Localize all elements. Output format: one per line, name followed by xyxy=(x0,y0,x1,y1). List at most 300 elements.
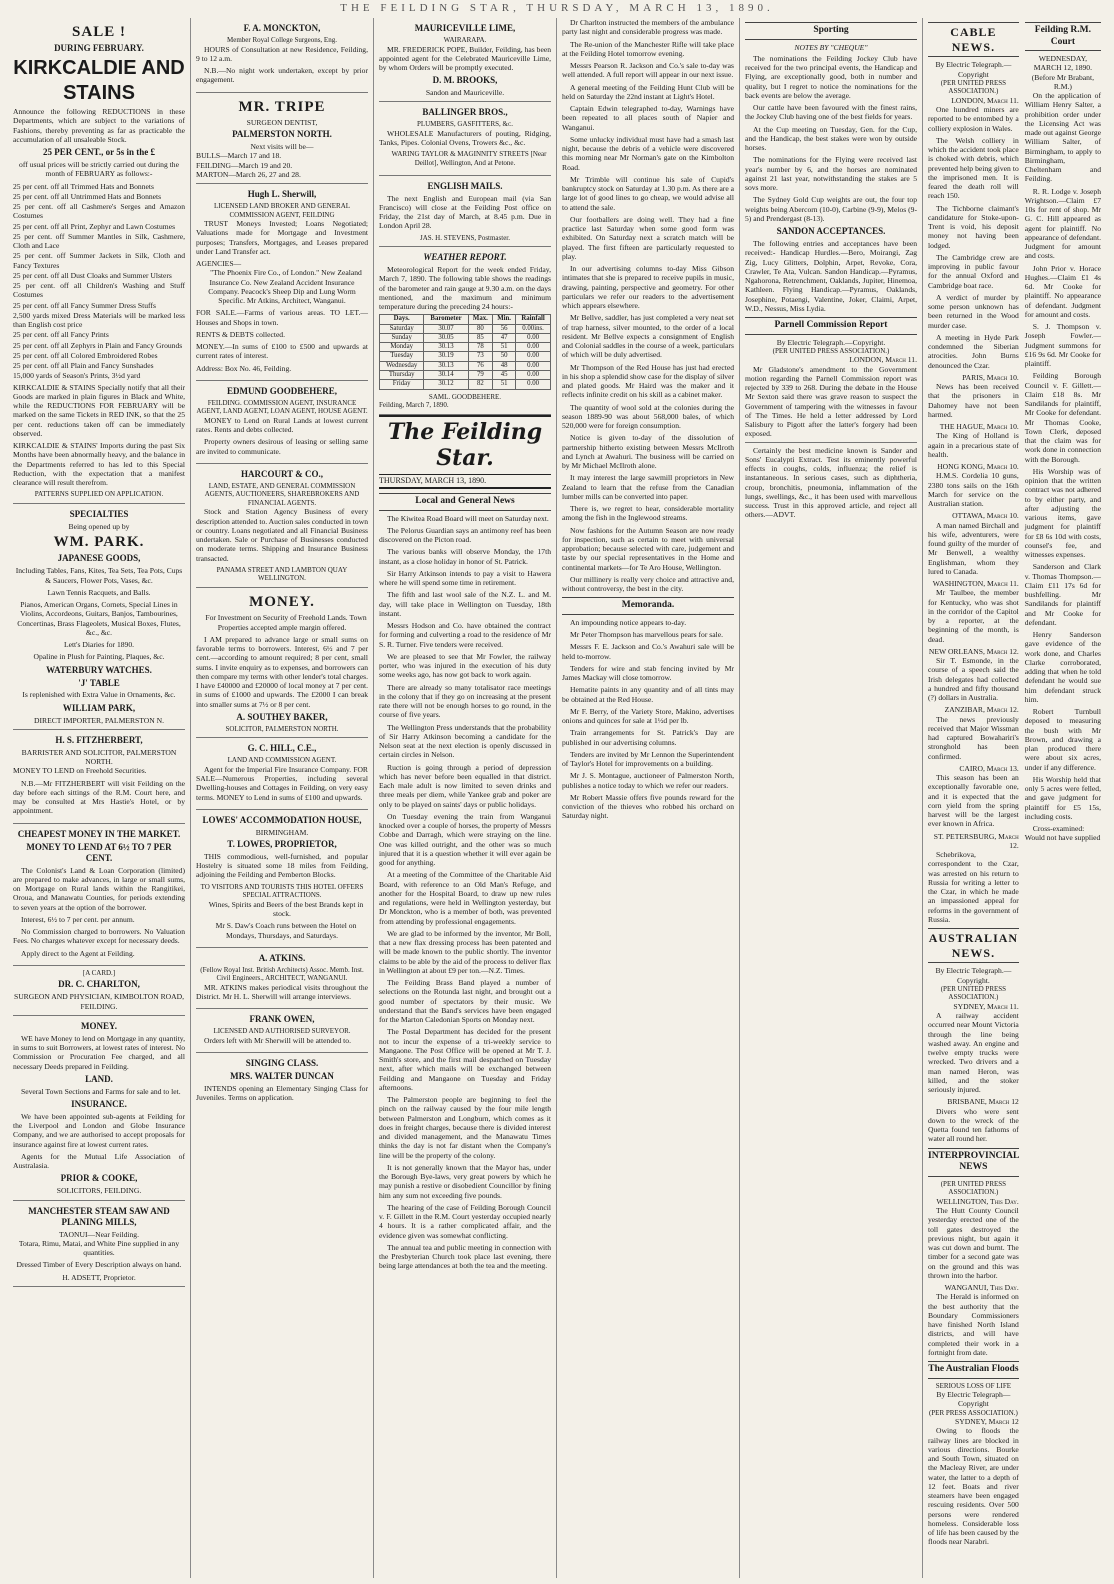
memo-paragraph: Mr F. Berry, of the Variety Store, Makino, advertises onions and quinces for sale at 1½d per lb. xyxy=(562,706,734,726)
news-paragraph: Messrs Hodson and Co. have obtained the contract for forming and culverting a road to the residence of Mr S. R. Turner. Five tenders were received. xyxy=(379,621,551,649)
advertisement-text: Certainly the best medicine known is Sander and Sons' Eucalypti Extract. Test its eminently powerful effects in coughs, colds, influenza; the relief is instantaneous. In serious cases, such as diphtheria, croup, bronchitis, pneumonia, inflammation of the lungs, swellings, &c., it has been used with marvellous success. Trust in this approved article, and reject all others.—ADVT. xyxy=(745,445,917,520)
table-cell: Thursday xyxy=(380,370,424,379)
mill-location: TAONUI—Near Feilding. xyxy=(59,1229,139,1239)
card-label: [A CARD.] xyxy=(82,968,116,977)
cable-item: The Welsh colliery in which the accident took place is choked with debris, which prevented help being given to the imprisoned men. It is feared the death roll will reach 150. xyxy=(928,135,1019,201)
lowes-ad xyxy=(196,810,368,948)
court-before: (Before Mr Brabant, R.M.) xyxy=(1031,72,1094,91)
monckton-nb: N.B.—No night work undertaken, except by prior engagement. xyxy=(196,66,368,85)
ballinger-address: WARING TAYLOR & MAGINNITY STREETS [Near Deillot], Wellington, And at Petone. xyxy=(391,150,547,167)
table-cell: Monday xyxy=(380,343,424,352)
money2-text: For Investment on Security of Freehold Lands. Town Properties accepted ample margin offered. xyxy=(205,613,367,632)
kirkcaldie-sale-ad xyxy=(13,18,185,504)
tripe-marton: MARTON—March 26, 27 and 28. xyxy=(196,169,301,179)
park-ad xyxy=(13,504,185,730)
mill-heading: MANCHESTER STEAM SAW AND PLANING MILLS, xyxy=(28,1205,170,1227)
cable-item: Schebrikova, correspondent to the Czar, was arrested on his return to Russia for writing a letter to the Czar, in which he made an impassioned appeal for reforms in the government of Russia. xyxy=(928,850,1019,924)
news-paragraph: The Re-union of the Manchester Rifle will take place at the Feilding Hotel tomorrow evening. xyxy=(562,39,734,58)
table-cell: 0.00ins. xyxy=(516,324,551,333)
baker-text: I AM prepared to advance large or small sums on favorable terms to borrowers. Interest, 6½ and 7 per cent.—according to amount required; 8 per cent, small sums. I invite enquiry as to expenses, and borrowers can then compare my terms with other lender's total charges. I have £40000 and £20000 of local money at 7 per cent. in sums of £1000 and upwards. The £2000 I can break into smaller sums at 7½ or 8 per cent. xyxy=(196,634,368,709)
floods-assoc: (PER PRESS ASSOCIATION.) xyxy=(928,1408,1018,1417)
harcourt-role: LAND, ESTATE, AND GENERAL COMMISSION AGENTS, AUCTIONEERS, SHAREBROKERS AND FINANCIAL AGENTS. xyxy=(204,481,360,507)
cable-dateline: PARIS, March 10. xyxy=(962,372,1019,382)
hill-role: LAND AND COMMISSION AGENT. xyxy=(227,756,337,765)
tripe-town: PALMERSTON NORTH. xyxy=(232,129,332,140)
table-cell: 30.05 xyxy=(424,333,468,342)
cable-dateline: NEW ORLEANS, March 12. xyxy=(928,646,1019,656)
weather-table xyxy=(379,314,551,389)
brooks-name: D. M. BROOKS, xyxy=(432,75,498,86)
news-paragraph: The Palmerston people are beginning to feel the pinch on the railway caused by the four mile length between Palmerston and Longburn, which comes as it does in freight charges, because there is divided interest and divided management, and the Manawatu Times thinks the day is not far distant when the Company's line will be the property of the colony. xyxy=(379,1095,551,1160)
atkins-role: (Fellow Royal Inst. British Architects) Assoc. Memb. Inst. Civil Engineers., ARCHITECT, WANGANUI. xyxy=(200,965,364,983)
prior-cooke-ad xyxy=(13,1016,185,1201)
cable-dateline: ST. PETERSBURG, March 12. xyxy=(933,831,1019,850)
court-paragraph: His Worship was of opinion that the written contract was not adhered to by either party, and after adjusting the various items, gave judgment for plaintiff for £8 6s 10d with costs, counsel's fee, and witnesses expenses. xyxy=(1024,466,1101,560)
owen-name: FRANK OWEN, xyxy=(249,1014,315,1025)
table-cell: 48 xyxy=(493,361,516,370)
ks-imports: KIRKCALDIE & STAINS' Imports during the past Six Months have been abnormally heavy, and the balance in the Departments referred to has led to this Special Reduction, with the expectation that a manifest clearance will result therefrom. xyxy=(13,441,185,488)
weather-date: Feilding, March 7, 1890. xyxy=(379,401,449,410)
japanese-desc: Including Tables, Fans, Kites, Tea Sets, Tea Pots, Cups & Saucers, Flower Pots, Vases, &c. xyxy=(15,566,183,585)
australian-item: Divers who were sent down to the wreck of the Quetta found ten fathoms of water all round her. xyxy=(928,1106,1019,1144)
lowes-wines: Wines, Spirits and Beers of the best Brands kept in stock. xyxy=(208,899,364,918)
cable-item: H.M.S. Cordelia 10 guns, 2380 tons sails on the 16th March for service on the Australian station. xyxy=(928,471,1019,509)
atkins-text: MR. ATKINS makes periodical visits throughout the District. Mr H. L. Sherwill will arrange interviews. xyxy=(196,982,368,1002)
table-cell: Saturday xyxy=(380,324,424,333)
news-paragraph: Our millinery is really very choice and attractive and, without controversy, the best in the city. xyxy=(562,574,734,593)
firm-name: KIRKCALDIE AND STAINS xyxy=(13,57,185,104)
sherwill-trust: TRUST Moneys Invested; Loans Negotiated; Valuations made for Mortgage and Investment purposes; Transfers, Mortgages, and Leases prepared under Land Transfer act. xyxy=(196,219,368,256)
list-item: 15,000 yards of Season's Prints, 3½d yard xyxy=(13,371,141,381)
news-paragraph: Messrs Pearson R. Jackson and Co.'s sale to-day was well attended. A full report will appear in our next issue. xyxy=(562,61,734,80)
sherwill-role: LICENSED LAND BROKER AND GENERAL COMMISSION AGENT, FEILDING xyxy=(213,201,351,219)
ks-note: KIRKCALDIE & STAINS Specially notify that all their Goods are marked in plain figures in Black and White, while the REDUCTIONS FOR FEBRUARY will be marked on the same Tickets in RED INK, so that the 25 per cent. reductions taken off can be immediately observed. xyxy=(13,382,185,438)
park-name: WILLIAM PARK, xyxy=(62,702,136,713)
cable-item: The news previously received that Major Wissman had captured Bowahariri's stronghold has been confirmed. xyxy=(928,714,1019,761)
cable-dateline: OTTAWA, March 10. xyxy=(952,511,1019,521)
cable-dateline: ZANZIBAR, March 12. xyxy=(944,705,1019,715)
weather-text: Meteorological Report for the week ended Friday, March 7, 1890. The following table shows the readings of the barometer and rain gauge at 9.30 a.m. on the days mentioned, and the maximum and minimum temperature during the preceding 24 hours:- xyxy=(379,265,551,311)
cheapest-heading: CHEAPEST MONEY IN THE MARKET. xyxy=(17,828,181,839)
news-paragraph: The hearing of the case of Feilding Borough Council v. F. Gillett in the R.M. Court yesterday occupied nearly 4 hours. It is a rather complicated affair, and the evidence given was somewhat conflicting. xyxy=(379,1202,551,1240)
memo-paragraph: Tenders for wire and stab fencing invited by Mr James Mackay will close tomorrow. xyxy=(562,663,734,683)
harcourt-ad xyxy=(196,464,368,588)
weather-heading: WEATHER REPORT. xyxy=(423,252,507,263)
duncan-text: INTENDS opening an Elementary Singing Class for Juveniles. Terms on application. xyxy=(196,1083,368,1103)
duncan-name: MRS. WALTER DUNCAN xyxy=(230,1071,334,1081)
cable-item: Mr Taulbee, the member for Kentucky, who was shot in the corridor of the Capitol by a reporter, at the beginning of the month, is dead. xyxy=(928,588,1019,644)
list-item: 25 per cent. off all Children's Washing and Stuff Costumes xyxy=(13,281,185,300)
court-paragraph: R. R. Lodge v. Joseph Wrightson.—Claim £7 10s for rent of shop. Mr G. C. Hill appeared as agent for plaintiff. No appearance of defendant. Judgment for amount and costs. xyxy=(1024,186,1101,261)
monckton-hours: HOURS of Consultation at new Residence, Feilding, 9 to 12 a.m. xyxy=(196,44,368,63)
land-heading: LAND. xyxy=(85,1073,113,1084)
for-sale: FOR SALE.—Farms of various areas. TO LET.—Houses and Shops in town. xyxy=(196,308,368,327)
memo-paragraph: Mr J. S. Montague, auctioneer of Palmerston North, publishes a notice today to which we refer our readers. xyxy=(562,771,734,790)
news-paragraph: We are pleased to see that Mr Fowler, the railway porter, who was injured in the execution of his duty some weeks ago, has now got back to work again. xyxy=(379,651,551,680)
table-cell: 56 xyxy=(493,324,516,333)
ballinger-ad xyxy=(379,102,551,175)
cable-assoc: (PER UNITED PRESS ASSOCIATION.) xyxy=(940,78,1007,96)
sale-items-list xyxy=(13,182,185,381)
news-paragraph: Mr Bellve, saddler, has just completed a very neat set of trap harness, silver mounted, to the order of a local resident. Mr Bellve expects a consignment of English and Colonial saddles in the course of a week, particulars of which will be duly advertised. xyxy=(562,313,734,360)
fitzherbert-role: BARRISTER AND SOLICITOR, PALMERSTON NORTH. xyxy=(21,747,177,767)
paper-title: The Feilding Star. xyxy=(379,415,551,476)
goodbehere-money: MONEY to Lend on Rural Lands at lowest current rates. Rents and debts collected. xyxy=(196,415,368,435)
sherwill-ad xyxy=(196,184,368,381)
insurance-text: We have been appointed sub-agents at Feilding for the Liverpool and London and Globe Insurance Company, and we are authorised to accept proposals for insurance against fire at lowest current rates. xyxy=(13,1111,185,1149)
specialties-heading: SPECIALTIES xyxy=(69,508,129,519)
interprovincial-assoc: (PER UNITED PRESS ASSOCIATION.) xyxy=(940,1179,1007,1197)
pianos-line: Pianos, American Organs, Cornets, Special Lines in Violins, Accordeons, Guitars, Banjos, Tambourines, Concertinas, Brass Flageolets, Musical Boxes, Flutes, &c., &c. xyxy=(17,600,181,637)
table-row xyxy=(380,343,551,352)
colonist-ad xyxy=(13,824,185,966)
local-news-continued xyxy=(562,18,734,593)
australian-assoc: (PER UNITED PRESS ASSOCIATION.) xyxy=(940,984,1007,1002)
monckton-role: Member Royal College Surgeons, Eng. xyxy=(227,35,337,44)
cable-dateline: WASHINGTON, March 11. xyxy=(932,579,1019,589)
floods-text: Owing to floods the railway lines are blocked in various directions. Bourke and South Town, situated on the Macleay River, are under water, the latter to a depth of 12 feet. Boats and river steamers have been engaged rescuing residents. Over 500 persons were rendered homeless. Considerable loss of life has been caused by the floods near Narabri. xyxy=(928,1426,1019,1547)
mill-owner: H. ADSETT, Proprietor. xyxy=(62,1272,136,1282)
discount-heading: 25 PER CENT., or 5s in the £ xyxy=(43,147,155,158)
news-paragraph: Mr Trimble will continue his sale of Cupid's bankruptcy stock on Saturday at 1.30 p.m. As there are a large lot of good lines to go cheap, we would advise all to attend the sale. xyxy=(562,174,734,212)
cable-item: The Cambridge crew are improving in public favour for the annual Oxford and Cambridge boat race. xyxy=(928,252,1019,290)
memo-paragraph: Mr Robert Massie offers five pounds reward for the conviction of the thieves who robbed his orchard on Saturday night. xyxy=(562,792,734,821)
interprovincial-dateline: WELLINGTON, This Day. xyxy=(936,1196,1019,1206)
ballinger-role: PLUMBERS, GASFITTERS, &c. xyxy=(416,120,514,129)
floods-heading: The Australian Floods xyxy=(928,1361,1019,1379)
australian-dateline: BRISBANE, March 12 xyxy=(947,1097,1019,1107)
table-header: Barometer xyxy=(424,315,468,324)
singing-heading: SINGING CLASS. xyxy=(245,1058,319,1069)
australian-dateline: SYDNEY, March 11. xyxy=(953,1001,1019,1011)
money-heading: MONEY. xyxy=(81,1020,117,1031)
harcourt-text: Stock and Station Agency Business of every description attended to. Auction sales conducted in town or country. Loans negotiated and all Financial Business undertaken. Sale or Purchase of Businesses conducted on moderate terms. Shipping and Insurance Business transacted. xyxy=(196,507,368,563)
court-paragraph: S. J. Thompson v. Joseph Fowler.—Judgment summons for £16 9s 6d. Mr Cooke for plaintiff. xyxy=(1024,322,1101,369)
list-item: 2,500 yards mixed Dress Materials will be marked less than English cost price xyxy=(13,310,185,330)
hill-text: Agent for the Imperial Fire Insurance Company. FOR SALE—Numerous Properties, including several Dwelling-houses and Cottages in Feilding, on very easy terms. MONEY to Lend in sums of £100 and upwards. xyxy=(196,764,368,802)
table-cell: 47 xyxy=(493,333,516,342)
mill-text: Totara, Rimu, Matai, and White Pine supplied in any quantities. xyxy=(18,1238,180,1258)
park-title: WM. PARK. xyxy=(53,534,145,551)
news-paragraph: In our advertising columns to-day Miss Gibson intimates that she is prepared to receive pupils in music, drawing, painting, perspective and geometry. For other particulars we refer our readers to the advertisement which appears elsewhere. xyxy=(562,264,734,310)
interest-text: Interest, 6½ to 7 per cent. per annum. xyxy=(21,914,135,924)
table-cell: 30.19 xyxy=(424,352,468,361)
paper-dateline xyxy=(379,475,551,489)
news-paragraph: The Feilding Brass Band played a number of selections on the Rotunda last night, and brought out a good number of spectators by their music. We understand that the Band's services have been engaged for the Marton Caledonian Sports on Monday next. xyxy=(379,978,551,1025)
harcourt-name: HARCOURT & CO., xyxy=(240,468,324,479)
column-1 xyxy=(8,18,191,1578)
table-cell: 79 xyxy=(468,370,492,379)
goodbehere-name: EDMUND GOODBEHERE, xyxy=(226,385,337,396)
cable-item: News has been received that the prisoners in Dahomey have not been harmed. xyxy=(928,382,1019,419)
cable-item: A man named Birchall and his wife, adventurers, were found guilty of the murder of Mr Benwell, a wealthy Englishman, whom they lured to Canada. xyxy=(928,520,1019,576)
park-address: DIRECT IMPORTER, PALMERSTON N. xyxy=(34,715,164,725)
tripe-visits: Next visits will be— xyxy=(250,142,314,152)
table-cell: 0.00 xyxy=(516,343,551,352)
charlton-role: SURGEON AND PHYSICIAN, KIMBOLTON ROAD, FEILDING. xyxy=(13,992,185,1011)
table-line: 'J' TABLE xyxy=(78,677,120,688)
news-paragraph: The fifth and last wool sale of the N.Z. L. and M. day, will take place in Wellington on Tuesday, 18th instant. xyxy=(379,590,551,618)
table-cell: 80 xyxy=(468,324,492,333)
cable-sub: By Electric Telegraph.—Copyright xyxy=(935,60,1012,79)
memo-paragraph: Messrs F. E. Jackson and Co.'s Awahuri sale will be held to-morrow. xyxy=(562,642,734,661)
tripe-name: MR. TRIPE xyxy=(238,98,326,115)
weather-report xyxy=(379,247,551,415)
cable-item: The King of Holland is again in a precarious state of health. xyxy=(928,431,1019,459)
table-row xyxy=(380,361,551,370)
news-paragraph: On Tuesday evening the train from Wanganui knocked over a couple of horses, the property of Messrs Cobbe and Darragh, which were straying on the line. One was killed outright, and the other was so much injured that it is a question whether it will ever again be good for anything. xyxy=(379,811,551,868)
memo-paragraph: An impounding notice appears to-day. xyxy=(570,617,687,627)
list-item: 25 per cent. off Summer Jackets in Silk, Cloth and Fancy Textures xyxy=(13,251,185,270)
interprovincial-item: The Hutt County Council yesterday erected one of the toll gates destroyed the previous night, but again it was cut down and burnt. The timber for a second gate was on the ground and this was thrown into the harbor. xyxy=(928,1206,1019,1280)
baker-role: SOLICITOR, PALMERSTON NORTH. xyxy=(225,724,339,733)
memo-paragraph: Tenders are invited by Mr Lennon the Superintendent of Taylor's Hotel for improvements on a building. xyxy=(562,749,734,769)
table-cell: 85 xyxy=(468,333,492,342)
table-cell: 30.12 xyxy=(424,380,468,389)
table-cell: 30.13 xyxy=(424,343,468,352)
court-section xyxy=(1025,18,1101,1550)
paper-date: THURSDAY, MARCH 13, 1890. xyxy=(379,476,487,486)
sherwill-name: Hugh L. Sherwill, xyxy=(247,189,317,200)
parnell-sub: By Electric Telegraph.—Copyright. xyxy=(776,337,886,347)
list-item: 25 per cent. off all Dust Cloaks and Summer Ulsters xyxy=(13,270,172,280)
table-cell: 30.13 xyxy=(424,361,468,370)
table-cell: 30.07 xyxy=(424,324,468,333)
rents: RENTS & DEBTS collected. xyxy=(196,329,286,339)
prior-name: PRIOR & COOKE, xyxy=(60,1173,138,1184)
table-cell: 82 xyxy=(468,380,492,389)
divider xyxy=(745,442,917,443)
news-paragraph: Now fashions for the Autumn Season are now ready for inspection, such as certain to meet with universal approbation; because selected with care, judgement and taste by our special representatives in the Home and continental markets—for Te Aro House, Wellington. xyxy=(562,525,734,572)
cable-dateline: THE HAGUE, March 10. xyxy=(939,422,1019,432)
lowes-tourists: TO VISITORS AND TOURISTS THIS HOTEL OFFERS SPECIAL ATTRACTIONS. xyxy=(200,882,364,900)
monckton-ad xyxy=(196,18,368,93)
table-cell: 0.00 xyxy=(516,361,551,370)
news-paragraph: Dr Charlton instructed the members of the ambulance party last night and considerable progress was made. xyxy=(562,18,734,37)
news-paragraph: Mr Thompson of the Red House has just had erected in his shop a splendid show case for the display of silver and plated goods. Mr Haird was the maker and it reflects infinite credit on his skill as a cabinet maker. xyxy=(562,362,734,400)
table-cell: Sunday xyxy=(380,333,424,342)
table-row xyxy=(380,380,551,389)
court-paragraph: On the application of William Henry Salter, a prohibition order under the Licensing Act was made out against George William Salter, of Birmingham, to apply to Birmingham, Cheltenham and Feilding. xyxy=(1024,91,1101,184)
list-item: 25 per cent. off all Print, Zephyr and Lawn Costumes xyxy=(13,221,176,231)
column-4 xyxy=(557,18,740,1578)
news-paragraph: At a meeting of the Committee of the Charitable Aid Board, with reference to an Old Man's Refuge, and another for the Hospital Board, to draw up new rules and regulations, were held in Wellington yesterday, but Dr Monckton, who is a member of both, was prevented from attending by professional engagements. xyxy=(379,870,551,926)
australian-item: A railway accident occurred near Mount Victoria through the line being washed away. An engine and twelve empty trucks were wrecked. Two drivers and a man named Heron, was killed, and the stoker seriously injured. xyxy=(928,1011,1019,1095)
letts-line: Lett's Diaries for 1890. xyxy=(63,640,135,650)
table-cell: 45 xyxy=(493,370,516,379)
news-paragraph: Our footballers are doing well. They had a fine practice last Saturday when some good form was exhibited. On Saturday next a scratch match will be played. The first fifteen are particularly requested to play. xyxy=(562,214,734,261)
australian-sub: By Electric Telegraph.—Copyright. xyxy=(935,966,1012,985)
newspaper-page xyxy=(8,18,1106,1578)
news-paragraph: The Kiwitea Road Board will meet on Saturday next. xyxy=(387,513,549,523)
table-cell: 76 xyxy=(468,361,492,370)
news-paragraph: It may interest the large sawmill proprietors in New Zealand to learn that the refuse from the Canadian lumber mills can be converted into paper. xyxy=(562,473,734,501)
table-header: Max. xyxy=(468,315,492,324)
memo-paragraph: Train arrangements for St. Patrick's Day are published in our advertising columns. xyxy=(562,728,734,747)
memoranda-heading: Memoranda. xyxy=(562,597,734,615)
court-paragraph: Sanderson and Clark v. Thomas Thompson.—Claim £11 17s 6d for bushfelling. Mr Sandilands for plaintiff and Mr Cooke for defendant. xyxy=(1024,562,1101,627)
parnell-dateline: LONDON, March 11. xyxy=(849,355,917,365)
cable-item: This season has been an exceptionally favorable one, and it is expected that the corn yield from the spring harvest will be the largest ever known in Africa. xyxy=(928,773,1019,829)
hill-name: G. C. HILL, C.E., xyxy=(247,743,317,754)
news-paragraph: A general meeting of the Feilding Hunt Club will be held on Saturday the 22nd instant at Light's Hotel. xyxy=(562,82,734,101)
ballinger-name: BALLINGER BROS., xyxy=(422,107,508,118)
cable-item: One hundred miners are reported to be entombed by a colliery explosion in Wales. xyxy=(928,105,1019,133)
court-paragraph: Henry Sanderson gave evidence of the work done, and Charles Clarke corroborated, adding that when he told defendant he would sue him defendant struck him. xyxy=(1024,630,1101,704)
memo-paragraph: Mr Peter Thompson has marvellous pears for sale. xyxy=(570,630,723,640)
court-paragraph: Feilding Borough Council v. F. Gillett.—Claim £18 8s. Mr Sandilands for plaintiff, Mr Cooke for defendant. Mr Thomas Cooke, Town Clerk, deposed that the claim was for work done in connection with the Borough. xyxy=(1024,371,1101,464)
table-row xyxy=(380,333,551,342)
interprovincial-dateline: WANGANUI, This Day. xyxy=(944,1283,1019,1293)
colonist-text: The Colonist's Land & Loan Corporation (limited) are prepared to make advances, in large or small sums, on Mortgage on Rural lands within the Rangitikei, Oroua, and Manawatu Counties, for periods extending to seven years at the option of the borrower. xyxy=(13,865,185,912)
tripe-ad xyxy=(196,93,368,185)
cable-dateline: LONDON, March 11. xyxy=(951,95,1019,105)
news-paragraph: The Pelorus Guardian says an antimony reef has been discovered on the Picton road. xyxy=(379,525,551,545)
list-item: 25 per cent. off all Zephyrs in Plain and Fancy Grounds xyxy=(13,340,183,350)
mill-ad xyxy=(13,1201,185,1287)
cable-news-section xyxy=(928,18,1019,1550)
column-3 xyxy=(374,18,557,1578)
mill-cut: Dressed Timber of Every Description always on hand. xyxy=(16,1260,182,1270)
money2-heading: MONEY. xyxy=(249,593,315,610)
tripe-feilding: FEILDING—March 19 and 20. xyxy=(196,160,293,170)
table-cell: 0.00 xyxy=(516,333,551,342)
cable-heading: CABLE NEWS. xyxy=(928,22,1019,57)
table-cell: 0.00 xyxy=(516,370,551,379)
baker-name: A. SOUTHEY BAKER, xyxy=(236,711,328,722)
tripe-role: SURGEON DENTIST, xyxy=(246,117,318,127)
memo-paragraph: Hematite paints in any quantity and of all tints may be obtained at the Red House. xyxy=(562,685,734,704)
atkins-ad xyxy=(196,948,368,1010)
waterbury-line: WATERBURY WATCHES. xyxy=(46,664,152,675)
agency-list: "The Phoenix Fire Co., of London." New Zealand Insurance Co. New Zealand Accident Insurance Company. Peacock's Sheep Dip and Lung Worm Specific. Mr Atkins, Architect, Wanganui. xyxy=(208,268,362,306)
specialties-sub: Being opened up by xyxy=(68,521,130,531)
ballinger-text: WHOLESALE Manufacturers of pouting, Ridging, Tanks, Pipes. Colonial Ovens, Trowers &c., &c. xyxy=(379,128,551,148)
table-cell: 78 xyxy=(468,343,492,352)
charlton-name: DR. C. CHARLTON, xyxy=(58,979,140,990)
list-item: 25 per cent. off all Untrimmed Hats and Bonnets xyxy=(13,191,162,201)
list-item: 25 per cent. off all Fancy Summer Dress Stuffs xyxy=(13,300,156,310)
table-row xyxy=(380,324,551,333)
brooks-location: Sandon and Mauriceville. xyxy=(425,88,505,98)
sporting-paragraph: The nominations the Feilding Jockey Club have received for the two principal events, the Handicap and Flying, are exceptionally good, both in number and quality, but I regret to notice the nominations for the back events are below the average. xyxy=(745,53,917,100)
news-paragraph: The Postal Department has decided for the present not to incur the expense of a tri-weekly service to Mangaone. The Post Office will be opened at Mr T. J. Smith's store, and the first mail despatched on Tuesday next, after which mails will be exchanged between Feilding and Mangaone on Tuesday and Friday afternoons. xyxy=(379,1027,551,1092)
news-paragraph: The annual tea and public meeting in connection with the Presbyterian Church took place last evening, there being large attendances at both the tea and the meeting. xyxy=(379,1242,551,1271)
news-paragraph: Ruction is going through a period of depression which has never before been equalled in that district. Each male adult is now limited to seven drinks and three meals per diem, while Yankee grab and poker are only to be played on saints' days or public holidays. xyxy=(379,762,551,809)
fitzherbert-money: MONEY TO LEND on Freehold Securities. xyxy=(13,766,147,776)
table-header: Rainfall xyxy=(516,315,551,324)
news-paragraph: There are already so many totalisator race meetings in the colony that if they go on increasing at the present rate there will not be enough horses to go round, in the course of five years. xyxy=(379,682,551,720)
news-paragraph: There is, we regret to hear, considerable mortality among the fish in the Inglewood streams. xyxy=(562,504,734,523)
news-paragraph: The Wellington Press understands that the probability of Sir Harry Atkinson becoming a candidate for the Nelson seat at the next election is openly discussed in certain circles in Nelson. xyxy=(379,722,551,760)
weather-signature: SAML. GOODBEHERE. xyxy=(428,392,502,401)
interprovincial-item: The Herald is informed on the best authority that the Boundary Commissioners have finished North Island districts, and will have completed their work in a fortnight from date. xyxy=(928,1292,1019,1357)
interprovincial-heading: INTERPROVINCIAL NEWS xyxy=(928,1148,1019,1177)
lowes-proprietor: T. LOWES, PROPRIETOR, xyxy=(227,838,337,849)
lowes-coach: Mr S. Daw's Coach runs between the Hotel on Mondays, Thursdays, and Saturdays. xyxy=(215,921,357,940)
sale-intro: Announce the following REDUCTIONS in these Departments, which are subject to the variations of Fashions, thereby preventing as far as practicable the accumulation of all unsaleable Stock. xyxy=(13,107,185,144)
list-item: 25 per cent. off all Plain and Fancy Sunshades xyxy=(13,361,154,371)
baker-ad xyxy=(196,588,368,738)
parnell-text: Mr Gladstone's amendment to the Government motion regarding the Parnell Commission report was rejected by 339 to 268. During the debate in the House Mr Sexton said there was grave reason to suspect the Government of tampering with the witnesses in favour of The Times. He held a letter addressed by Lord Salisbury to Pigott after the latter's forgery had been exposed. xyxy=(745,364,917,439)
lime-location: WAIRARAPA. xyxy=(443,35,487,44)
list-item: 25 per cent. off all Cashmere's Serges and Amazon Costumes xyxy=(13,202,185,221)
sporting-paragraph: The Sydney Gold Cup weights are out, the four top weights being Abercorn (10-0), Carbine (9-9), Melos (9-5) and Prendergast (8-13). xyxy=(745,195,917,223)
table-cell: 73 xyxy=(468,352,492,361)
news-paragraph: Notice is given to-day of the dissolution of partnership hitherto existing between Messrs McIlroth and Lynch at Awahuri. The business will be carried on by Mr Michael McIlroth alone. xyxy=(562,433,734,470)
sporting-paragraph: At the Cup meeting on Tuesday, Gen. for the Cup, and the Handicap, the best stakes were won by outside horses. xyxy=(745,124,917,153)
news-paragraph: It is not generally known that the Mayor has, under the Borough Bye-laws, very great powers by which he may punish a restive or disobedient Councillor by fining him any sum not exceeding five pounds. xyxy=(379,1162,551,1200)
table-cell: 0.00 xyxy=(516,380,551,389)
lime-heading: MAURICEVILLE LIME, xyxy=(414,23,516,33)
list-item: 25 per cent. off all Trimmed Hats and Bonnets xyxy=(13,181,154,191)
atkins-name: A. ATKINS. xyxy=(258,952,306,963)
monckton-name: F. A. MONCKTON, xyxy=(243,23,321,33)
table-cell: Wednesday xyxy=(380,361,424,370)
column-6-split xyxy=(928,18,1101,1550)
table-cell: Tuesday xyxy=(380,352,424,361)
list-item: 25 per cent. off all Colored Embroidered Robes xyxy=(13,350,158,360)
sandon-text: The following entries and acceptances have been received:- Handicap Hurdles.—Bero, Moirangi, Zag Zig, Lucy Glitters, Dolphin, Arpet, Revoke, Cora, Crawler, Te Ata, Vulcan. Sandon Handicap.—Pyramus, Ngahorona, Retrenchment, Oaklands, Jupiter, Hinemoa, Kathleen. Flying Handicap.—Pyramus, Oaklands, Josephine, Potaengi, Valentine, Joker, Claimi, Arpet, W.D., Nessus, Miss Lydia. xyxy=(745,239,917,313)
fitzherbert-name: H. S. FITZHERBERT, xyxy=(55,734,143,745)
goodbehere-role: FEILDING. COMMISSION AGENT, INSURANCE AGENT, LAND AGENT, LOAN AGENT, HOUSE AGENT. xyxy=(196,398,368,416)
mails-text: The next English and European mail (via San Francisco) will close at the Feilding Post office on Friday, the 21st day of March, at 8.45 p.m. Due in London April 28. xyxy=(379,193,551,231)
table-cell: 0.00 xyxy=(516,352,551,361)
insurance-heading: INSURANCE. xyxy=(71,1099,127,1109)
charlton-ad xyxy=(13,966,185,1016)
apply-text: Apply direct to the Agent at Feilding. xyxy=(21,948,135,958)
court-date: WEDNESDAY, MARCH 12, 1890. xyxy=(1033,54,1093,73)
sale-subtitle: DURING FEBRUARY. xyxy=(54,43,144,54)
local-news-heading: Local and General News xyxy=(379,493,551,511)
fitzherbert-nb: N.B.—Mr FITZHERBERT will visit Feilding on the day before each sittings of the R.M. Court here, and may be consulted at Mrs Hastie's Hotel, or by appointment. xyxy=(13,778,185,816)
floods-sub: SERIOUS LOSS OF LIFE xyxy=(935,1381,1012,1390)
lowes-location: BIRMINGHAM. xyxy=(255,827,309,837)
sporting-paragraph: The nominations for the Flying were received last year's number by 6, and the horses are nominated against 21 last year, notwithstanding the stakes are 5 sovs more. xyxy=(745,155,917,193)
table-note: Is replenished with Extra Value in Ornaments, &c. xyxy=(22,690,176,700)
agencies-label: AGENCIES— xyxy=(196,259,242,269)
cable-dateline: HONG KONG, March 10. xyxy=(937,462,1019,472)
sandon-heading: SANDON ACCEPTANCES. xyxy=(776,226,886,237)
news-paragraph: Sir Harry Atkinson intends to pay a visit to Hawera where he will spend some time in retirement. xyxy=(379,568,551,588)
table-row xyxy=(380,370,551,379)
lowes-text: THIS commodious, well-furnished, and popular Hostelry is situated some 18 miles from Feilding, adjoining the Feilding and Pemberton Blocks. xyxy=(196,851,368,880)
cable-dateline: CAIRO, March 13. xyxy=(959,763,1019,773)
column-6 xyxy=(923,18,1106,1578)
table-cell: 51 xyxy=(493,343,516,352)
address: Address: Box No. 46, Feilding. xyxy=(196,363,292,373)
parnell-heading: Parnell Commission Report xyxy=(745,317,917,335)
sale-title: SALE ! xyxy=(72,24,126,40)
news-paragraph: Some unlucky individual must have had a smash last night, because the debris of a vehicle were discovered this morning near Mr Norman's gate on the Kimbolton Road. xyxy=(562,134,734,172)
news-paragraph: The quantity of wool sold at the colonies during the season 1889-90 was about 568,000 bales, of which 520,000 were for foreign consumption. xyxy=(562,402,734,430)
page-masthead: THE FEILDING STAR, THURSDAY, MARCH 13, 1890. xyxy=(340,2,774,14)
owen-ad xyxy=(196,1009,368,1053)
money-text: WE have Money to lend on Mortgage in any quantity, in sums to suit Borrowers, at lowest rates of interest. No Commission or Procuration Fee charged, and all necessary Deeds prepared in Feilding. xyxy=(13,1033,185,1071)
discount-note: off usual prices will be strictly carried out during the month of FEBRUARY as follows:- xyxy=(19,160,179,179)
floods-dateline: SYDNEY, March 12 xyxy=(955,1417,1019,1427)
hill-ad xyxy=(196,738,368,810)
court-paragraph: John Prior v. Horace Hughes.—Claim £1 4s 6d. Mr Cooke for plaintiff. No appearance of defendant. Judgment for amount and costs. xyxy=(1024,263,1101,319)
lawn-line: Lawn Tennis Racquets, and Balls. xyxy=(47,587,151,597)
fitzherbert-ad xyxy=(13,730,185,824)
lowes-name: LOWES' ACCOMMODATION HOUSE, xyxy=(202,814,362,825)
list-item: 25 per cent. off Summer Mantles in Silk, Cashmere, Cloth and Lace xyxy=(13,231,185,251)
owen-text: Orders left with Mr Sherwill will be attended to. xyxy=(204,1035,351,1045)
news-paragraph: Captain Edwin telegraphed to-day, Warnings have been repeated to all places south of Napier and Wanganui. xyxy=(562,104,734,132)
postmaster: JAS. H. STEVENS, Postmaster. xyxy=(419,233,511,242)
news-paragraph: We are glad to be informed by the inventor, Mr Boll, that a new flax dressing process has been patented and will be made known to the public shortly. The inventor claims to be able by the aid of the process to deliver flax in Wellington at about £9 per ton.—N.Z. Times. xyxy=(379,928,551,975)
